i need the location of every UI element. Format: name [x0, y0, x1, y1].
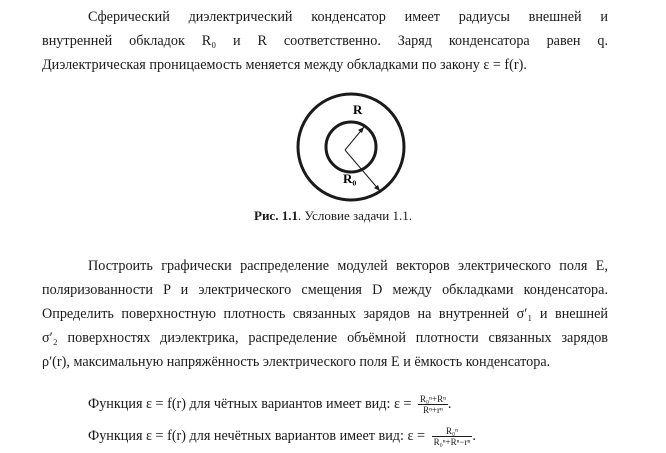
task-line-3: Определить поверхностную плотность связанных зарядов на внутренней σ′₁ и внешней	[42, 306, 608, 322]
formula-odd-denominator: R₀ⁿ+Rⁿ−rⁿ	[433, 437, 471, 447]
intro-line-2: внутренней обкладок R₀ и R соответственно. Заряд конденсатора равен q.	[42, 33, 608, 49]
task-line-1: Построить графически распределение модулей векторов электрического поля E,	[88, 258, 608, 274]
formula-even-numerator: R₀ⁿ+Rⁿ	[420, 394, 446, 404]
task-line-2: поляризованности P и электрического смещения D между обкладками конденсатора.	[42, 282, 608, 298]
task-line-5: ρ′(r), максимальную напряжённость электрического поля E и ёмкость конденсатора.	[42, 354, 551, 370]
radius-r0-arrowhead	[374, 185, 380, 191]
intro-line-3: Диэлектрическая проницаемость меняется между обкладками по закону ε = f(r).	[42, 57, 527, 73]
formula-odd-fraction	[432, 426, 473, 447]
figure-caption	[0, 208, 666, 224]
formula-odd-text: Функция ε = f(r) для нечётных вариантов имеет вид: ε =	[88, 427, 426, 444]
label-r0: R₀	[343, 171, 357, 186]
capacitor-figure	[285, 92, 423, 202]
formula-even	[88, 394, 451, 415]
formula-even-fraction	[418, 394, 448, 415]
caption-text: . Условие задачи 1.1.	[297, 208, 412, 223]
formula-odd-end: .	[472, 427, 476, 444]
caption-prefix: Рис. 1.1	[254, 208, 298, 223]
formula-odd	[88, 426, 476, 447]
intro-paragraph	[42, 5, 608, 77]
radius-r-arrowhead	[358, 127, 364, 133]
formula-even-end: .	[447, 395, 452, 412]
task-paragraph	[42, 254, 608, 374]
formula-odd-numerator: R₀ⁿ	[432, 426, 473, 437]
intro-line-1: Сферический диэлектрический конденсатор имеет радиусы внешней и	[88, 9, 608, 25]
label-r: R	[353, 102, 363, 117]
inner-sphere	[326, 122, 376, 172]
formula-even-denominator: Rⁿ+rⁿ	[423, 405, 443, 415]
formula-even-text: Функция ε = f(r) для чётных вариантов имеет вид: ε =	[88, 395, 412, 412]
task-line-4: σ′₂ поверхностях диэлектрика, распределение объёмной плотности связанных зарядов	[42, 330, 608, 346]
